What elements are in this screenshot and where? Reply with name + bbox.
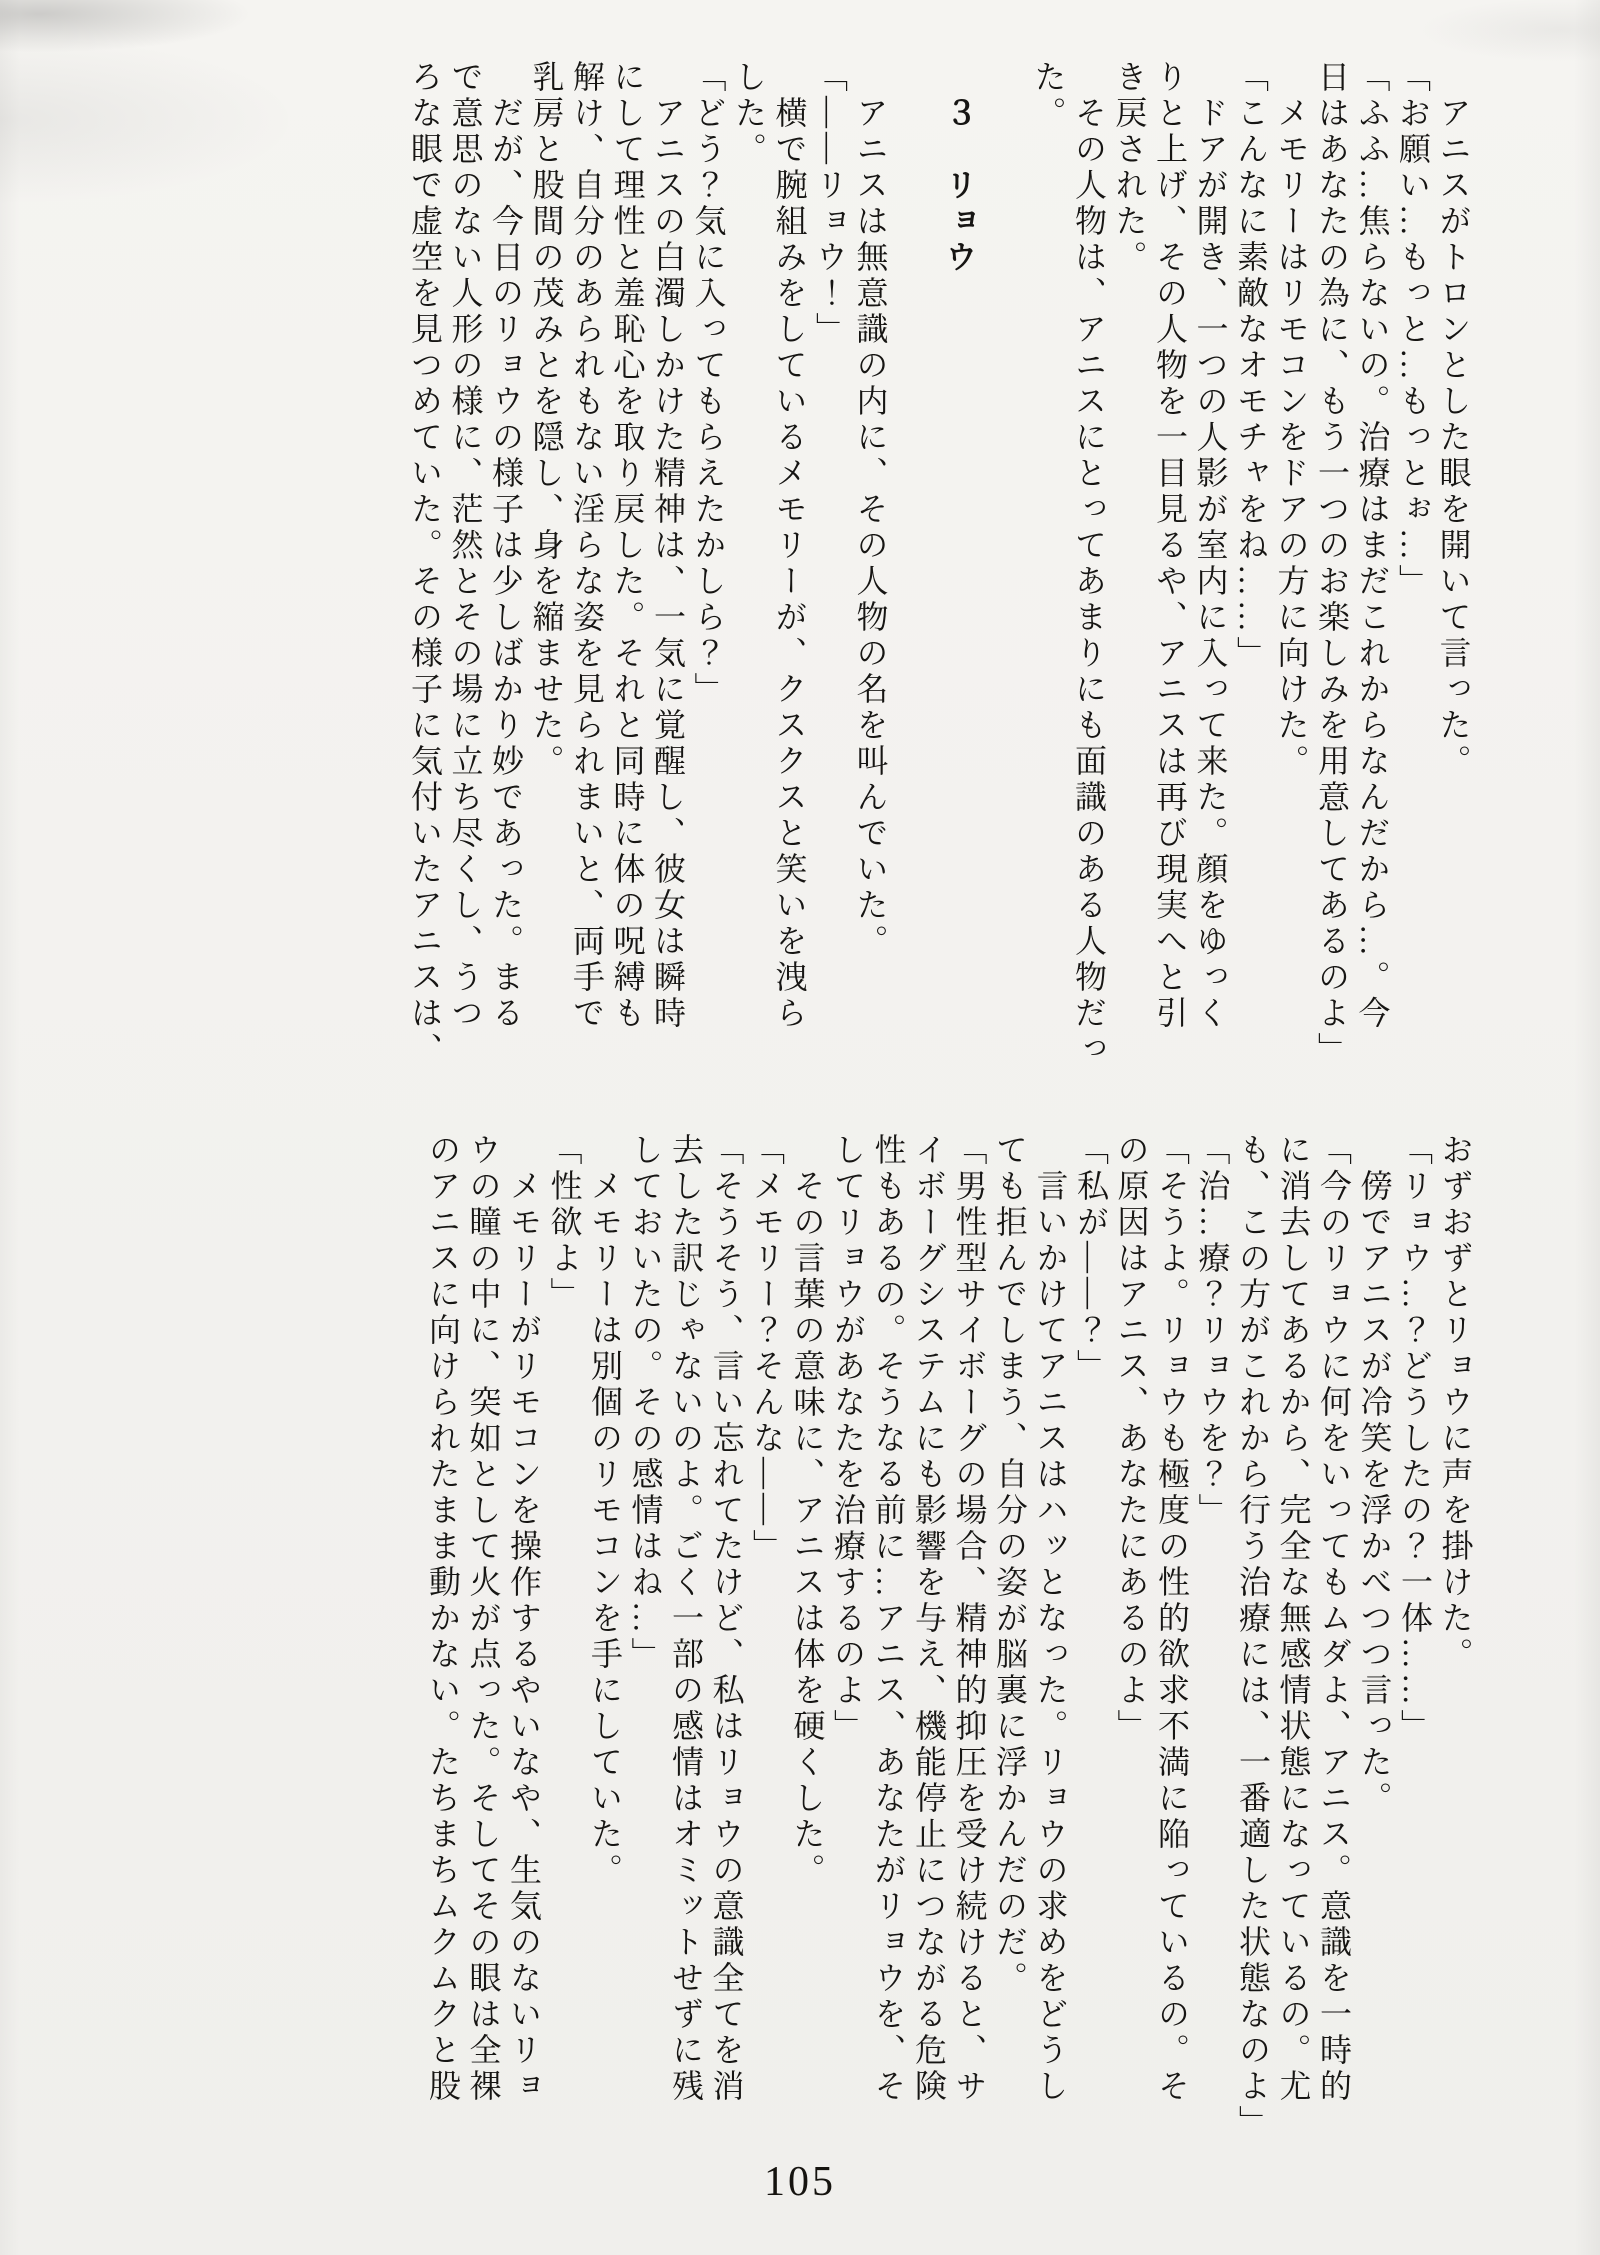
text-column: のアニスに向けられたまま動かない。たちまちムクムクと股 <box>425 1133 461 2105</box>
text-column: ても拒んでしまう、自分の姿が脳裏に浮かんだのだ。 <box>992 1133 1028 1997</box>
text-column: 「リョウ…？どうしたの？一体……」 <box>1397 1133 1433 1745</box>
text-column: してリョウがあなたを治療するのよ」 <box>830 1133 866 1745</box>
text-column: も、この方がこれから行う治療には、一番適した状態なのよ」 <box>1235 1133 1271 2141</box>
text-column: ウの瞳の中に、突如として火が点った。そしてその眼は全裸 <box>465 1133 502 2105</box>
text-column: の原因はアニス、あなたにあるのよ」 <box>1113 1133 1150 1745</box>
text-column: 「今のリョウに何をいってもムダよ、アニス。意識を一時的 <box>1316 1133 1352 2105</box>
text-column: メモリーはリモコンをドアの方に向けた。 <box>1273 60 1310 780</box>
text-column: 「治…療？リョウを？」 <box>1194 1133 1231 1529</box>
text-column: その言葉の意味に、アニスは体を硬くした。 <box>789 1133 826 1889</box>
text-column: 「お願い…もっと…もっとぉ…」 <box>1395 60 1431 600</box>
bottom-text-block <box>419 1133 1481 2163</box>
text-column: イボーグシステムにも影響を与え、機能停止につながる危険 <box>911 1133 947 2105</box>
text-column: 「そうそう、言い忘れてたけど、私はリョウの意識全てを消 <box>708 1133 745 2105</box>
text-column: 「男性型サイボーグの場合、精神的抑圧を受け続けると、サ <box>951 1133 988 2105</box>
text-column: ろな眼で虚空を見つめていた。その様子に気付いたアニスは、 <box>407 60 443 1068</box>
text-column: 日はあなたの為に、もう一つのお楽しみを用意してあるのよ」 <box>1314 60 1350 1068</box>
text-column: した。 <box>731 60 767 168</box>
text-column: りと上げ、その人物を一目見るや、アニスは再び現実へと引 <box>1152 60 1188 1032</box>
text-column: 「そうよ。リョウも極度の性的欲求不満に陥っているの。そ <box>1154 1133 1190 2105</box>
text-column: にして理性と羞恥心を取り戻した。それと同時に体の呪縛も <box>609 60 646 1032</box>
text-column: 傍でアニスが冷笑を浮かべつつ言った。 <box>1356 1133 1393 1817</box>
text-column: 横で腕組みをしているメモリーが、クスクスと笑いを洩ら <box>771 60 808 1032</box>
text-column: 去した訳じゃないのよ。ごく一部の感情はオミットせずに残 <box>668 1133 704 2105</box>
text-column: き戻された。 <box>1111 60 1148 276</box>
page-number: 105 <box>764 2159 836 2205</box>
top-text-block <box>401 60 1479 1075</box>
text-column: ドアが開き、一つの人影が室内に入って来た。顔をゆっく <box>1192 60 1229 1032</box>
chapter-heading: ３ リョウ <box>941 60 978 276</box>
text-column: に消去してあるから、完全な無感情状態になっているの。尤 <box>1275 1133 1312 2105</box>
text-column: だが、今日のリョウの様子は少しばかり妙であった。まる <box>488 60 524 1032</box>
text-column: アニスの白濁しかけた精神は、一気に覚醒し、彼女は瞬時 <box>650 60 686 1032</box>
text-column: 「こんなに素敵なオモチャをね……」 <box>1233 60 1269 672</box>
text-column: メモリーがリモコンを操作するやいなや、生気のないリョ <box>506 1133 542 2105</box>
text-column: 「メモリー？そんな――」 <box>749 1133 785 1565</box>
text-column: 言いかけてアニスはハッとなった。リョウの求めをどうし <box>1032 1133 1069 2105</box>
text-column: 「どう？気に入ってもらえたかしら？」 <box>690 60 727 708</box>
text-column: 「――リョウ！」 <box>812 60 848 348</box>
text-column: おずおずとリョウに声を掛けた。 <box>1437 1133 1474 1673</box>
text-column: メモリーは別個のリモコンを手にしていた。 <box>587 1133 623 1889</box>
text-column: 乳房と股間の茂みとを隠し、身を縮ませた。 <box>528 60 565 780</box>
text-column: アニスは無意識の内に、その人物の名を叫んでいた。 <box>852 60 889 960</box>
text-column: アニスがトロンとした眼を開いて言った。 <box>1435 60 1472 780</box>
text-column: で意思のない人形の様に、茫然とその場に立ち尽くし、うつ <box>447 60 484 1032</box>
text-column: しておいたの。その感情はね…」 <box>627 1133 664 1673</box>
text-column: 「性欲よ」 <box>546 1133 583 1313</box>
text-column: た。 <box>1030 60 1067 132</box>
text-column: 性もあるの。そうなる前に…アニス、あなたがリョウを、そ <box>870 1133 907 2105</box>
text-column: 「ふふ…焦らないの。治療はまだこれからなんだから…。今 <box>1354 60 1391 1032</box>
text-column: その人物は、アニスにとってあまりにも面識のある人物だっ <box>1071 60 1107 1068</box>
text-column: 「私が――？」 <box>1073 1133 1109 1385</box>
text-column: 解け、自分のあられもない淫らな姿を見られまいと、両手で <box>569 60 605 1032</box>
